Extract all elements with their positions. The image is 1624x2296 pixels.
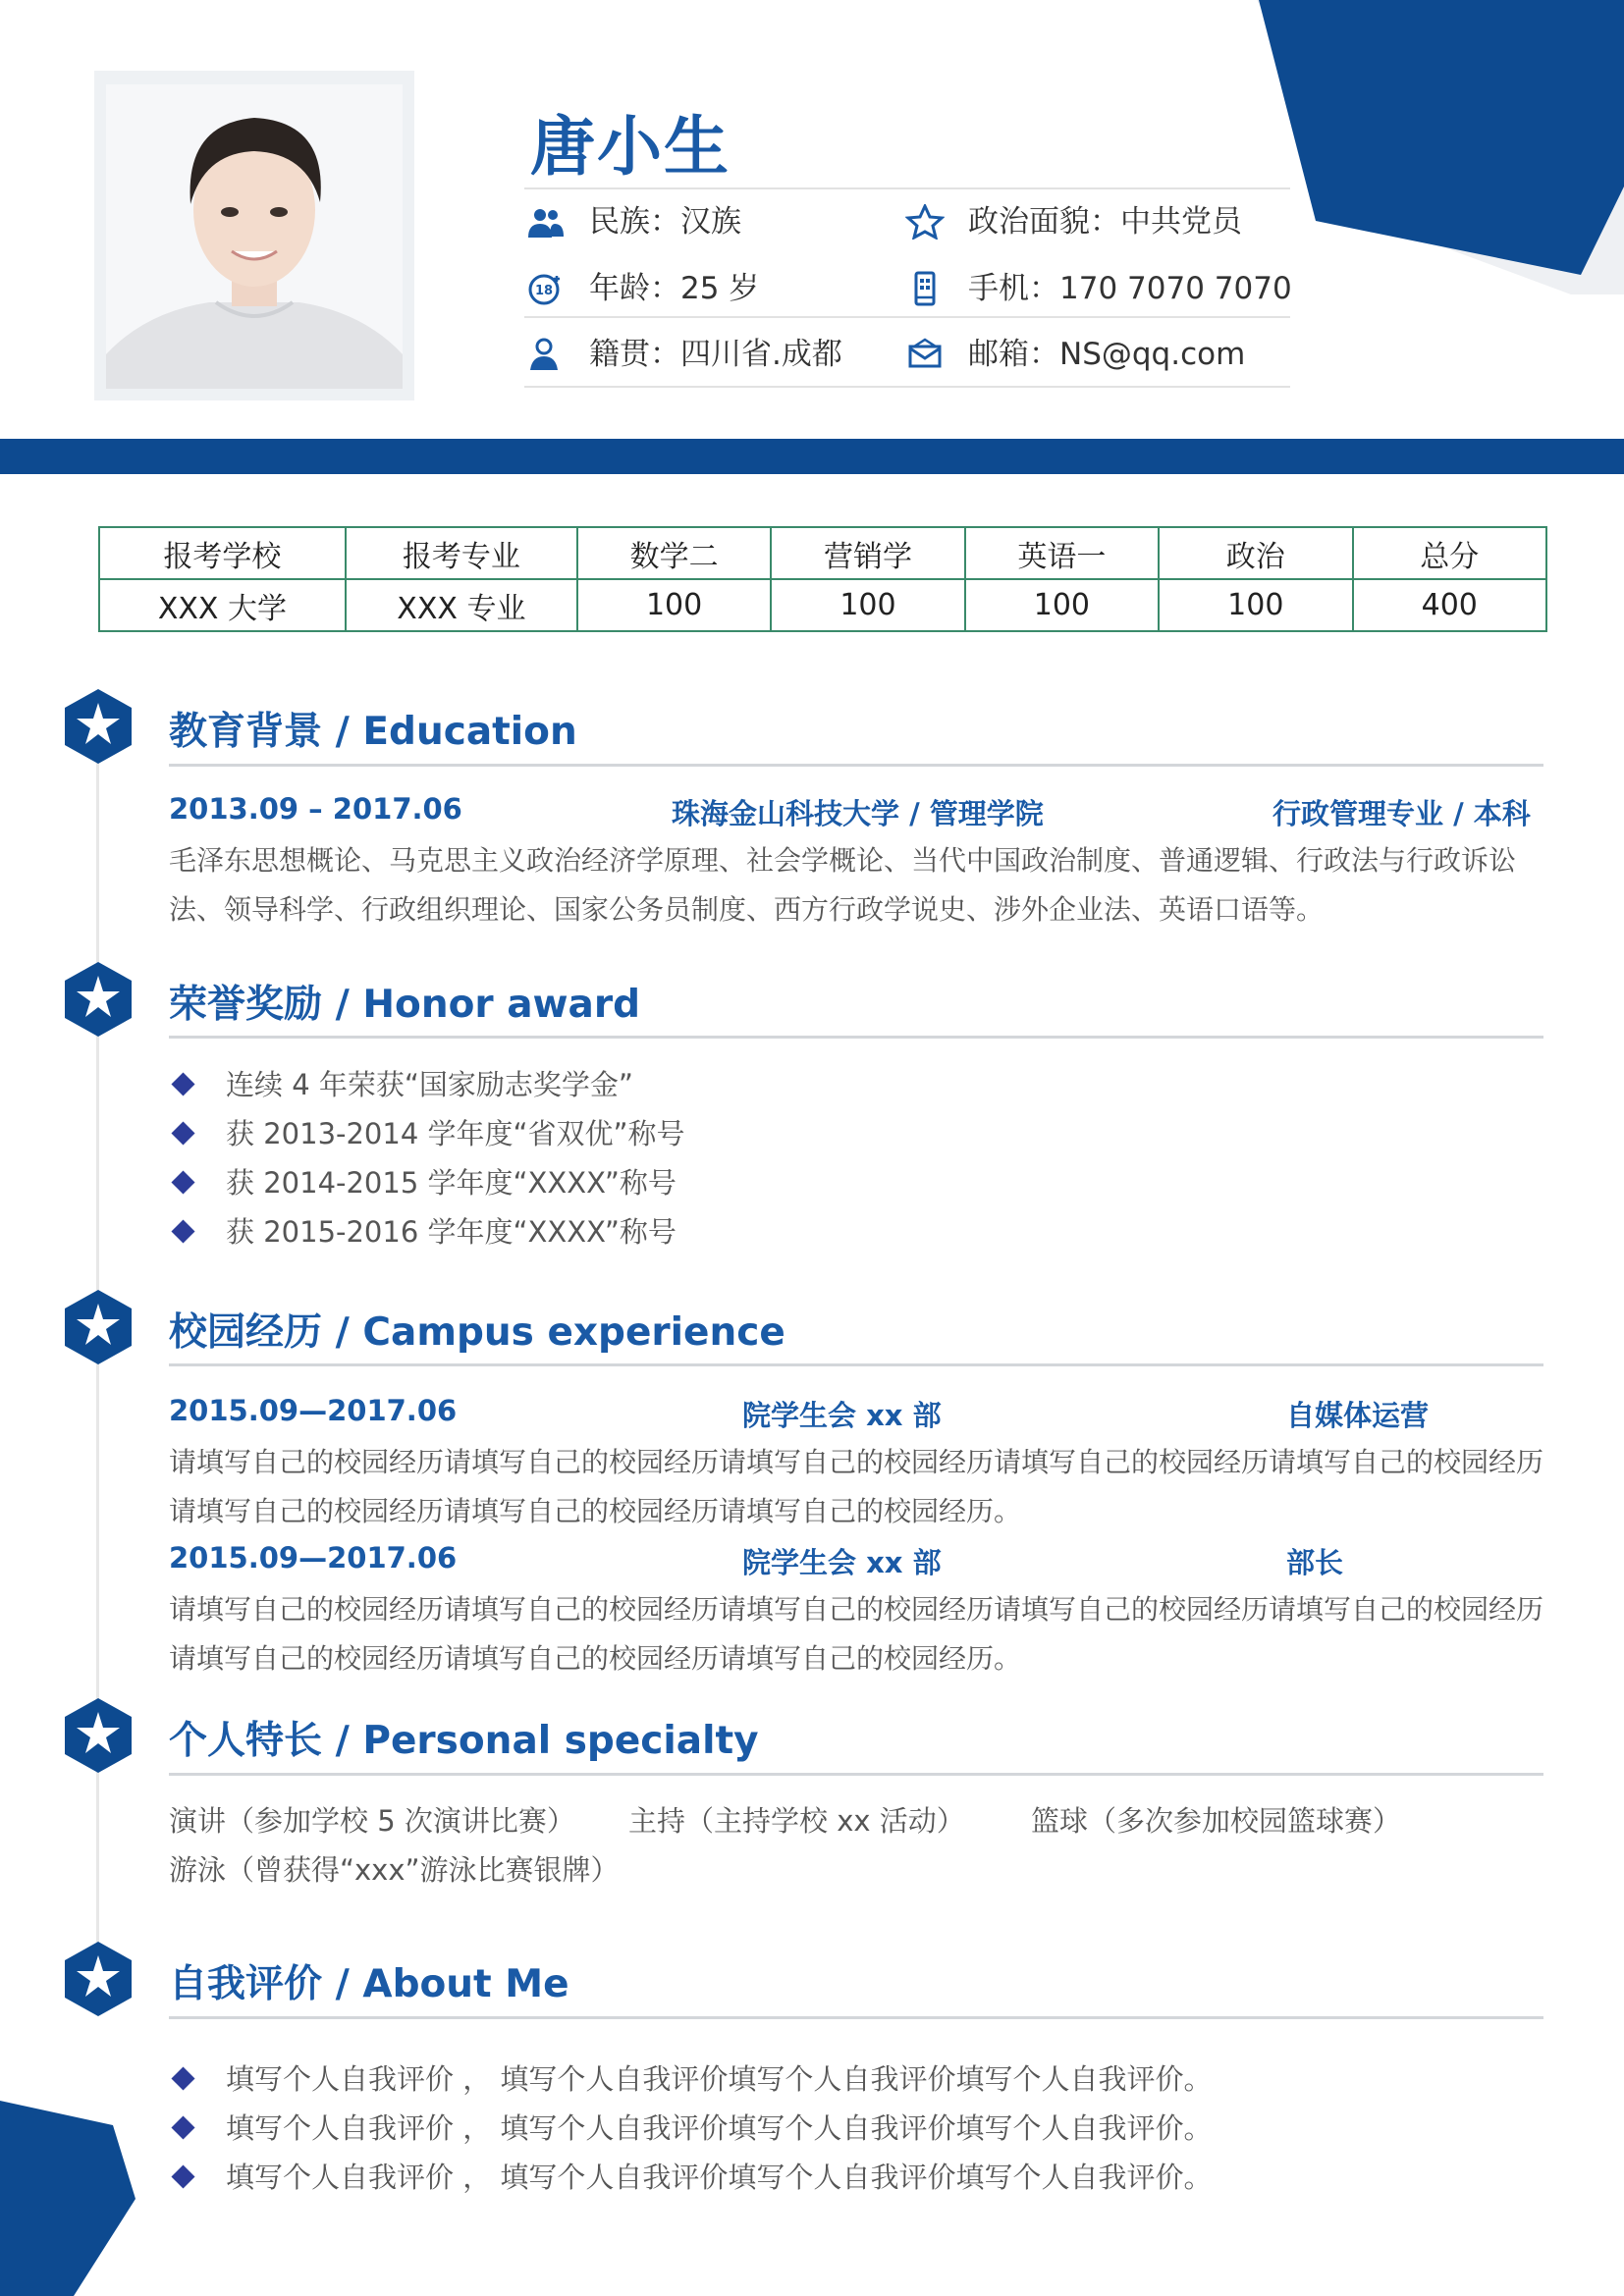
table-cell: XXX 专业 xyxy=(346,579,577,631)
table-header-cell: 营销学 xyxy=(771,527,964,579)
table-cell: 100 xyxy=(771,579,964,631)
phone-icon xyxy=(905,271,945,306)
table-cell: 100 xyxy=(577,579,771,631)
star-hexagon-icon xyxy=(63,1696,134,1775)
table-header-cell: 政治 xyxy=(1159,527,1352,579)
decorative-corner-top xyxy=(1247,0,1624,294)
table-header-cell: 报考专业 xyxy=(346,527,577,579)
about-title: 自我评价 / About Me xyxy=(169,1962,569,2006)
star-hexagon-icon xyxy=(63,687,134,766)
star-hexagon-icon xyxy=(63,1940,134,2018)
table-row xyxy=(99,527,1546,579)
table-cell: 100 xyxy=(1159,579,1352,631)
candidate-name: 唐小生 xyxy=(530,109,731,185)
svg-text:18: 18 xyxy=(534,284,554,298)
info-divider xyxy=(524,386,1290,388)
decorative-corner-bottom xyxy=(0,2101,147,2296)
campus-period: 2015.09—2017.06 xyxy=(169,1541,458,1575)
header-band xyxy=(0,439,1624,474)
table-cell: 400 xyxy=(1353,579,1547,631)
diamond-bullet-icon xyxy=(171,2066,194,2090)
specialty-item: 篮球（多次参加校园篮球赛） xyxy=(1031,1804,1402,1838)
campus-desc: 请填写自己的校园经历请填写自己的校园经历请填写自己的校园经历请填写自己的校园经历请填写自己的校园经历请填写自己的校园经历请填写自己的校园经历请填写自己的校园经历。 xyxy=(169,1593,1544,1675)
score-table xyxy=(98,526,1547,632)
table-cell: 100 xyxy=(965,579,1159,631)
diamond-bullet-icon xyxy=(171,1219,194,1243)
profile-photo xyxy=(94,71,414,400)
section-divider xyxy=(169,1036,1543,1039)
table-header-cell: 报考学校 xyxy=(99,527,346,579)
mail-icon xyxy=(905,337,945,372)
diamond-bullet-icon xyxy=(171,2115,194,2139)
campus-role: 部长 xyxy=(1286,1546,1344,1579)
table-header-cell: 数学二 xyxy=(577,527,771,579)
info-divider xyxy=(524,316,1290,318)
specialty-item: 演讲（参加学校 5 次演讲比赛） xyxy=(169,1804,575,1838)
specialty-item: 主持（主持学校 xx 活动） xyxy=(628,1804,965,1838)
section-divider xyxy=(169,764,1543,767)
honors-title: 荣誉奖励 / Honor award xyxy=(169,983,641,1027)
campus-title: 校园经历 / Campus experience xyxy=(169,1310,785,1355)
info-divider xyxy=(524,187,1290,189)
star-outline-icon xyxy=(905,204,945,240)
table-row xyxy=(99,579,1546,631)
table-header-cell: 总分 xyxy=(1353,527,1547,579)
specialty-title: 个人特长 / Personal specialty xyxy=(169,1719,759,1763)
diamond-bullet-icon xyxy=(171,1121,194,1145)
age-18-icon xyxy=(526,271,566,306)
campus-org: 院学生会 xx 部 xyxy=(742,1399,942,1432)
section-divider xyxy=(169,2016,1543,2019)
table-header-cell: 英语一 xyxy=(965,527,1159,579)
campus-role: 自媒体运营 xyxy=(1286,1399,1430,1432)
campus-desc: 请填写自己的校园经历请填写自己的校园经历请填写自己的校园经历请填写自己的校园经历请填写自己的校园经历请填写自己的校园经历请填写自己的校园经历请填写自己的校园经历。 xyxy=(169,1446,1544,1527)
education-school: 珠海金山科技大学 / 管理学院 xyxy=(672,797,1044,830)
campus-period: 2015.09—2017.06 xyxy=(169,1394,458,1427)
campus-org: 院学生会 xx 部 xyxy=(742,1546,942,1579)
education-courses: 毛泽东思想概论、马克思主义政治经济学原理、社会学概论、当代中国政治制度、普通逻辑、行政法与行政诉讼法、领导科学、行政组织理论、国家公务员制度、西方行政学说史、涉外企业法、英语口语等。 xyxy=(169,844,1517,926)
education-title: 教育背景 / Education xyxy=(169,710,577,754)
education-major: 行政管理专业 / 本科 xyxy=(1272,797,1531,830)
diamond-bullet-icon xyxy=(171,2164,194,2188)
education-period: 2013.09 – 2017.06 xyxy=(169,792,462,826)
diamond-bullet-icon xyxy=(171,1170,194,1194)
section-divider xyxy=(169,1773,1543,1776)
people-icon xyxy=(526,204,566,240)
diamond-bullet-icon xyxy=(171,1072,194,1095)
person-icon xyxy=(526,337,566,372)
section-divider xyxy=(169,1363,1543,1366)
star-hexagon-icon xyxy=(63,960,134,1039)
specialty-item: 游泳（曾获得“xxx”游泳比赛银牌） xyxy=(169,1853,620,1887)
avatar xyxy=(106,84,403,389)
star-hexagon-icon xyxy=(63,1288,134,1366)
table-cell: XXX 大学 xyxy=(99,579,346,631)
